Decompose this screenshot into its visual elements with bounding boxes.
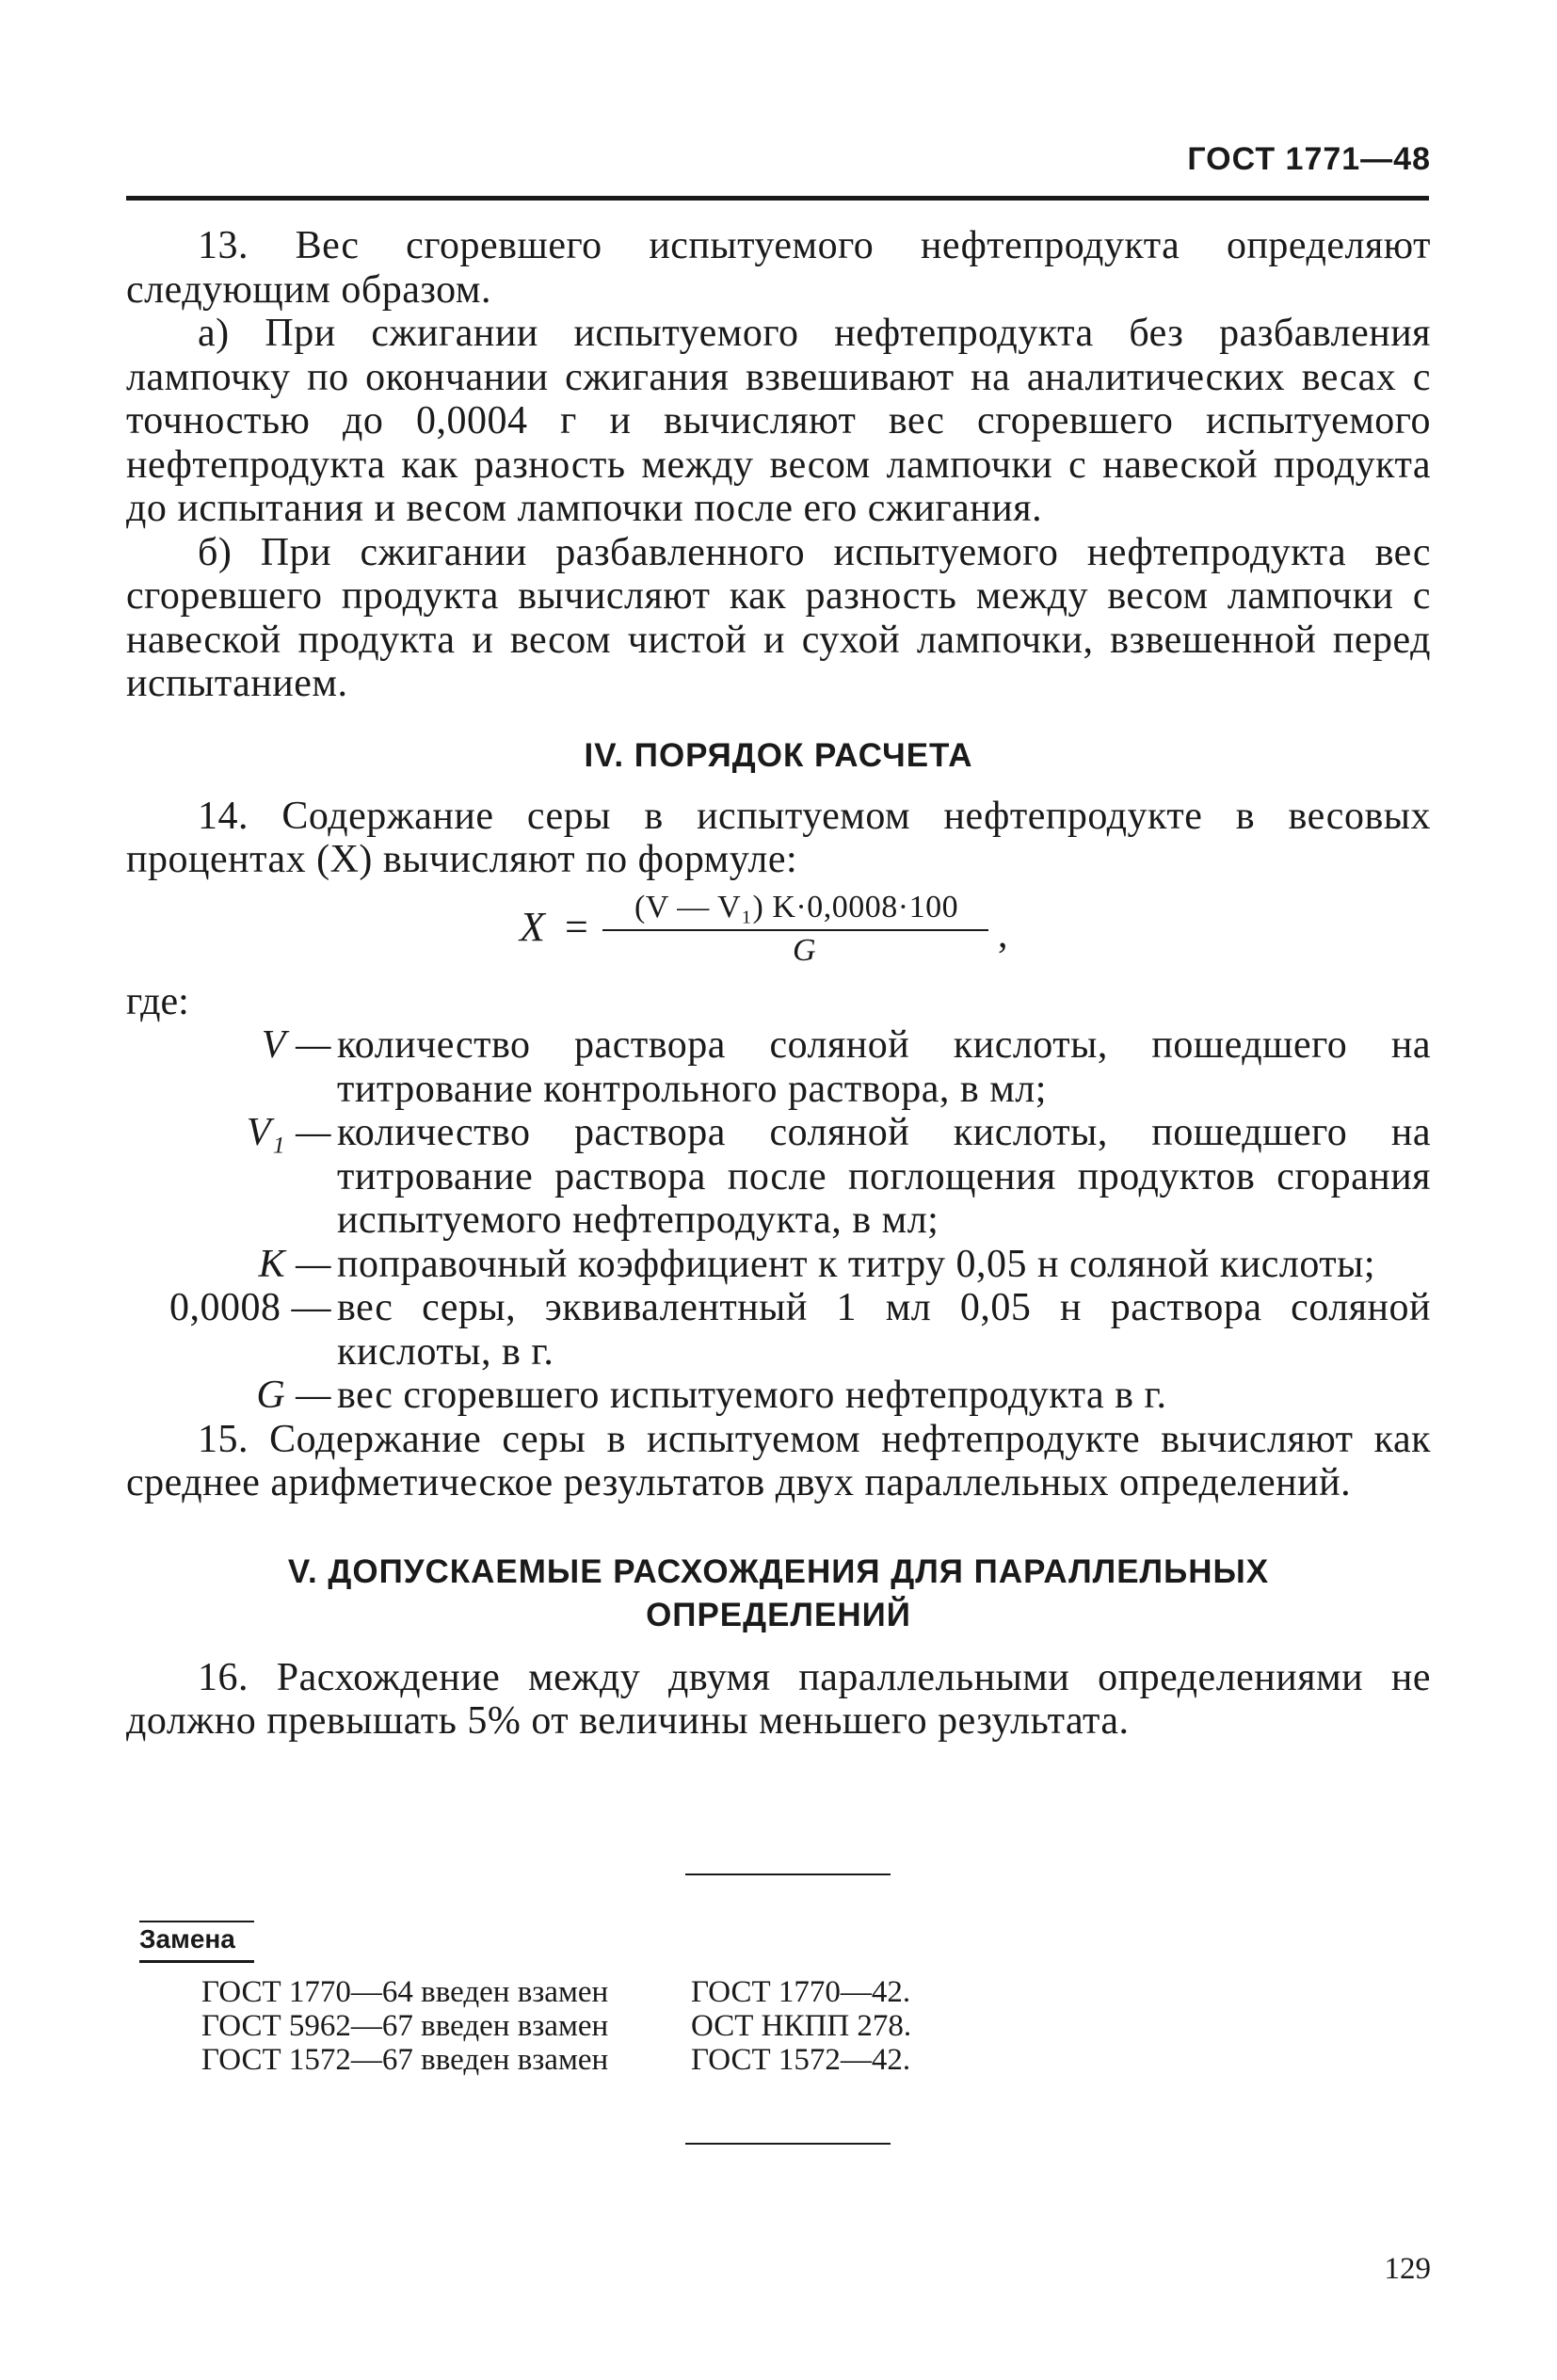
definition-list xyxy=(126,1023,1431,1418)
replacement-row xyxy=(201,2009,911,2043)
paragraph-16: 16. Расхождение между двумя параллельными определениями не должно превышать 5% от величины меньшего результата. xyxy=(126,1655,1431,1743)
definition-symbol: V — xyxy=(261,1023,331,1067)
definition-item xyxy=(126,1243,1431,1287)
formula-equals: = xyxy=(565,903,588,950)
definition-symbol: G — xyxy=(256,1374,331,1417)
paragraph-15: 15. Содержание серы в испытуемом нефтепродукте вычисляют как среднее арифметическое результатов двух параллельных определений. xyxy=(126,1417,1431,1504)
definition-symbol: K — xyxy=(258,1242,331,1286)
paragraph-13b: б) При сжигании разбавленного испытуемого нефтепродукта вес сгоревшего продукта вычисляют как разность между весом лампочки с навеской продукта и весом чистой и сухой лампочки, взвешенной перед испытанием. xyxy=(126,530,1431,705)
formula-fraction-bar xyxy=(602,929,988,931)
definition-text: вес сгоревшего испытуемого нефтепродукта в г. xyxy=(337,1374,1167,1417)
definition-symbol: 0,0008 — xyxy=(169,1286,331,1329)
replacement-new: ГОСТ 5962—67 введен взамен xyxy=(201,2009,609,2043)
replacement-label: Замена xyxy=(139,1924,235,1954)
definition-item xyxy=(126,1111,1431,1243)
where-label: где: xyxy=(126,979,189,1023)
page-number: 129 xyxy=(1384,2252,1431,2286)
separator-rule-top xyxy=(685,1873,891,1875)
replacement-notes xyxy=(201,1975,911,2077)
document-body xyxy=(126,224,1431,1744)
replacement-old: ГОСТ 1572—42. xyxy=(691,2043,911,2077)
replacement-row xyxy=(201,1975,911,2009)
definition-item xyxy=(126,1374,1431,1418)
replacement-new: ГОСТ 1572—67 введен взамен xyxy=(201,2043,609,2077)
replacement-label-underline xyxy=(139,1960,254,1963)
separator-rule-bottom xyxy=(685,2143,891,2145)
paragraph-14: 14. Содержание серы в испытуемом нефтепродукте в весовых процентах (X) вычисляют по формуле: xyxy=(126,794,1431,881)
header-rule xyxy=(126,196,1429,201)
formula-comma: , xyxy=(998,912,1008,957)
doc-header-title: ГОСТ 1771—48 xyxy=(1187,141,1431,177)
formula xyxy=(126,890,1431,980)
replacement-label-overline xyxy=(139,1921,254,1922)
replacement-old: ГОСТ 1770—42. xyxy=(691,1975,911,2009)
paragraph-13a: а) При сжигании испытуемого нефтепродукта без разбавления лампочку по окончании сжигания взвешивают на аналитических весах с точностью до 0,0004 г и вычисляют вес сгоревшего испытуемого нефтепродукта как разность между весом лампочки с навеской продукта до испытания и весом лампочки после его сжигания. xyxy=(126,312,1431,530)
definition-item xyxy=(126,1023,1431,1111)
replacement-new: ГОСТ 1770—64 введен взамен xyxy=(201,1975,609,2009)
formula-numerator: (V — V₁) K·0,0008·100 xyxy=(634,889,959,925)
section-5-heading-line2: ОПРЕДЕЛЕНИЙ xyxy=(646,1596,911,1633)
paragraph-13: 13. Вес сгоревшего испытуемого нефтепродукта определяют следующим образом. xyxy=(126,224,1431,312)
replacement-row xyxy=(201,2043,911,2077)
definition-text: поправочный коэффициент к титру 0,05 н соляной кислоты; xyxy=(337,1242,1376,1286)
definition-item xyxy=(126,1286,1431,1374)
section-5-heading-line1: V. ДОПУСКАЕМЫЕ РАСХОЖДЕНИЯ ДЛЯ ПАРАЛЛЕЛЬНЫХ xyxy=(287,1552,1270,1590)
formula-lhs: X xyxy=(520,903,545,950)
definition-text: количество раствора соляной кислоты, пошедшего на титрование контрольного раствора, в мл; xyxy=(337,1023,1431,1111)
formula-denominator: G xyxy=(793,932,816,968)
definition-symbol: V₁ — xyxy=(246,1111,331,1154)
section-4-heading: IV. ПОРЯДОК РАСЧЕТА xyxy=(584,736,973,774)
replacement-old: ОСТ НКПП 278. xyxy=(691,2009,912,2043)
definition-text: количество раствора соляной кислоты, пошедшего на титрование раствора после поглощения продуктов сгорания испытуемого нефтепродукта, в мл; xyxy=(337,1111,1431,1242)
definition-text: вес серы, эквивалентный 1 мл 0,05 н раствора соляной кислоты, в г. xyxy=(337,1286,1431,1374)
